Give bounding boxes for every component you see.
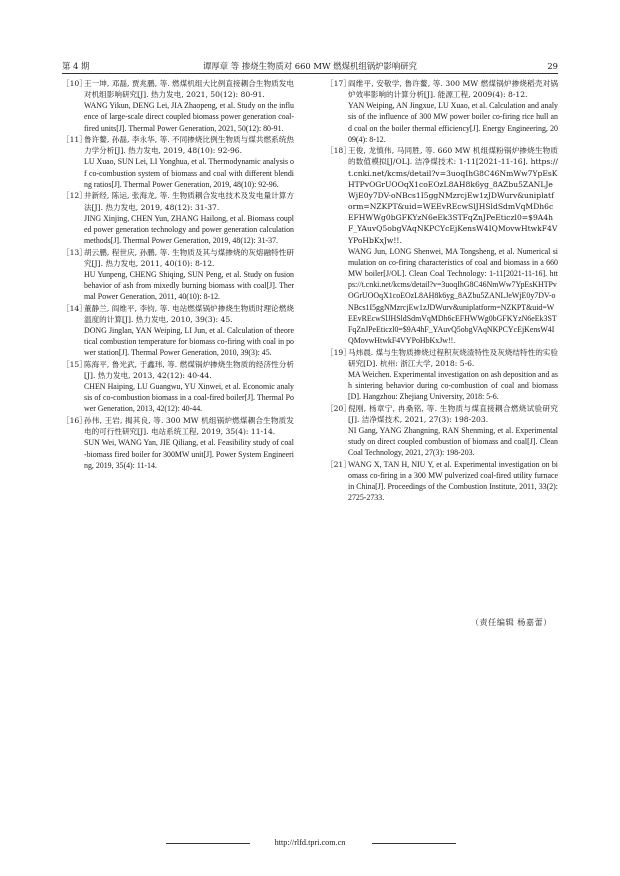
issue-number: 第 4 期 — [62, 61, 90, 71]
reference-number: ［14］ — [62, 303, 87, 313]
reference-20 — [326, 403, 558, 459]
reference-zh: 鲁许鳌, 孙磊, 李永华, 等. 不同掺烧比例生物质与煤共燃系统热力学分析[J]. 热力发电, 2019, 48(10): 92-96. — [84, 135, 294, 156]
reference-number: ［13］ — [62, 247, 87, 257]
reference-number: ［16］ — [62, 416, 87, 426]
reference-number: ［10］ — [62, 79, 87, 88]
reference-18 — [326, 145, 558, 346]
reference-zh: 孙伟, 王岩, 揭其良, 等. 300 MW 机组锅炉燃煤耦合生物质发电的可行性研究[J]. 电站系统工程, 2019, 35(4): 11-14. — [84, 416, 294, 437]
reference-number: ［15］ — [62, 359, 87, 369]
reference-zh: 马炜晨. 煤与生物质掺烧过程积灰烧渣特性及灰烧结特性的实验研究[D]. 杭州: 浙江大学, 2018: 5-6. — [348, 347, 558, 368]
page-header — [62, 60, 558, 72]
reference-zh: 胡云鹏, 程世庆, 孙鹏, 等. 生物质及其与煤掺烧的灰熔融特性研究[J]. 热力发电, 2011, 40(10): 8-12. — [84, 247, 294, 268]
reference-12 — [62, 190, 294, 246]
reference-en: HU Yunpeng, CHENG Shiqing, SUN Peng, et al. Study on fusion behavior of ash from mixedly burning biomass with coal[J]. Thermal Power Generation, 2011, 40(10): 8-12. — [84, 269, 294, 302]
reference-zh: 王俊, 龙慎伟, 马同胜, 等. 660 MW 机组煤粉锅炉掺烧生物质的数值模拟[J/OL]. 洁净煤技术: 1-11[2021-11-16]. https://t.cnki.net/kcms/detail?v=3uoqIhG8C46NmWw7YpEsKHTPvOGrUOOqX1coEOzL8AH8k6yg_8AZbu5ZANLJeWjE0y7DV-oNBcs1I5ggNMzrcjEw1zJDWurv&uniplatform=NZKPT&uid=WEEvREcwSlJHSldSdmVqMDh6cEFHWWg0bGFKYzN6eEk3STFqZnJPeEticzl0=$9A4hF_YAuvQ5obgVAqNKPCYcEjKensW4IQMovwHtwkF4VYPoHbKxJw!!. — [348, 146, 558, 245]
reference-13 — [62, 247, 294, 303]
reference-zh: 陈海平, 鲁光武, 于鑫玮, 等. 燃煤锅炉掺烧生物质的经济性分析[J]. 热力发电, 2013, 42(12): 40-44. — [84, 359, 294, 381]
references-right-column — [326, 78, 558, 504]
references-left-column — [62, 78, 294, 471]
reference-16 — [62, 415, 294, 471]
reference-en: WANG Jun, LONG Shenwei, MA Tongsheng, et al. Numerical simulation on co-firing characteristics of coal and biomass in a 660 MW boiler[J/OL]. Clean Coal Technology: 1-11[2021-11-16]. https://t.cnki.net/kcms/detail?v=3uoqIhG8C46NmWw7YpEsKHTPvOGrUOOqX1coEOzL8AH8k6yg_8AZbu5ZANLJeWjE0y7DV-oNBcs1I5ggNMzrcjEw1zJDWurv&uniplatform=NZKPT&uid=WEEvREcwSlJHSldSdmVqMDh6cEFHWWg0bGFKYzN6eEk3STFqZnJPeEticzl0=$9A4hF_YAuvQ5obgVAqNKPCYcEjKensW4IQMovwHtwkF4VYPoHbKxJw!!. — [348, 246, 558, 345]
running-title: 谭厚章 等 掺烧生物质对 660 MW 燃煤机组锅炉影响研究 — [203, 61, 417, 71]
reference-number: ［20］ — [326, 403, 351, 413]
reference-19 — [326, 347, 558, 403]
footer-url[interactable]: http://rlfd.tpri.com.cn — [274, 838, 346, 847]
reference-number: ［11］ — [62, 135, 87, 145]
reference-en: JING Xinjing, CHEN Yun, ZHANG Hailong, et al. Biomass coupled power generation technology and power generation calculation methods[J]. Thermal Power Generation, 2019, 48(12): 31-37. — [84, 213, 294, 245]
reference-zh: 阎维平, 安敬学, 鲁许鳌, 等. 300 MW 燃煤锅炉掺烧稻壳对锅炉效率影响的计算分析[J]. 能源工程, 2009(4): 8-12. — [348, 79, 558, 100]
reference-17 — [326, 78, 558, 145]
reference-en: WANG Yikun, DENG Lei, JIA Zhaopeng, et al. Study on the influence of large-scale direct coupled biomass power generation coal-fired units[J]. Thermal Power Generation, 2021, 50(12): 80-91. — [84, 101, 294, 133]
reference-zh: 董静兰, 阎维平, 李钧, 等. 电站燃煤锅炉掺烧生物质时理论燃烧温度的计算[J]. 热力发电, 2010, 39(3): 45. — [84, 303, 294, 324]
reference-number: ［18］ — [326, 146, 351, 156]
reference-21 — [326, 459, 558, 504]
reference-en: DONG Jinglan, YAN Weiping, LI Jun, et al. Calculation of theoretical combustion temperature for biomass co-firing with coal in power station[J]. Thermal Power Generation, 2010, 39(3): 45. — [84, 326, 294, 358]
reference-en: SUN Wei, WANG Yan, JIE Qiliang, et al. Feasibility study of coal-biomass fired boiler for 300MW unit[J]. Power System Engineering, 2019, 35(4): 11-14. — [84, 438, 294, 470]
reference-en: WANG X, TAN H, NIU Y, et al. Experimental investigation on biomass co-firing in a 300 MW pulverized coal-fired utility furnace in China[J]. Proceedings of the Combustion Institute, 2011, 33(2): 2725-2733. — [348, 459, 558, 503]
reference-11 — [62, 134, 294, 190]
reference-zh: 倪刚, 杨章宁, 冉桑铭, 等. 生物质与煤直接耦合燃烧试验研究[J]. 洁净煤技术, 2021, 27(3): 198-203. — [348, 403, 558, 424]
reference-10 — [62, 78, 294, 134]
reference-14 — [62, 303, 294, 359]
reference-zh: 王一坤, 邓磊, 贾兆鹏, 等. 燃煤机组大比例直接耦合生物质发电对机组影响研究[J]. 热力发电, 2021, 50(12): 80-91. — [84, 79, 294, 100]
reference-en: YAN Weiping, AN Jingxue, LU Xuao, et al. Calculation and analysis of the influence of 300 MW power boiler co-firing rice hull and coal on the boiler thermal efficiency[J]. Energy Engineering, 2009(4): 8-12. — [348, 101, 558, 144]
header-rule — [62, 73, 558, 74]
footer-rule-right — [372, 843, 456, 844]
reference-number: ［21］ — [326, 459, 351, 469]
reference-number: ［12］ — [62, 191, 87, 201]
reference-number: ［19］ — [326, 347, 351, 357]
reference-number: ［17］ — [326, 79, 351, 88]
responsible-editor: （责任编辑 杨嘉蕾） — [470, 617, 552, 627]
reference-15 — [62, 359, 294, 415]
page-number: 29 — [547, 61, 558, 71]
reference-zh: 井新经, 陈运, 张海龙, 等. 生物质耦合发电技术及发电量计算方法[J]. 热力发电, 2019, 48(12): 31-37. — [84, 191, 294, 212]
reference-en: LU Xuao, SUN Lei, LI Yonghua, et al. Thermodynamic analysis of co-combustion system of biomass and coal with different blending ratios[J]. Thermal Power Generation, 2019, 48(10): 92-96. — [84, 157, 294, 189]
reference-en: NI Gang, YANG Zhangning, RAN Shenming, et al. Experimental study on direct coupled combustion of biomass and coal[J]. Clean Coal Technology, 2021, 27(3): 198-203. — [348, 426, 558, 458]
reference-en: CHEN Haiping, LU Guangwu, YU Xinwei, et al. Economic analysis of co-combustion biomass in a coal-fired boiler[J]. Thermal Power Generation, 2013, 42(12): 40-44. — [84, 382, 294, 414]
reference-en: MA Weichen. Experimental investigation on ash deposition and ash sintering behavior during co-combustion of coal and biomass[D]. Hangzhou: Zhejiang University, 2018: 5-6. — [348, 369, 558, 402]
